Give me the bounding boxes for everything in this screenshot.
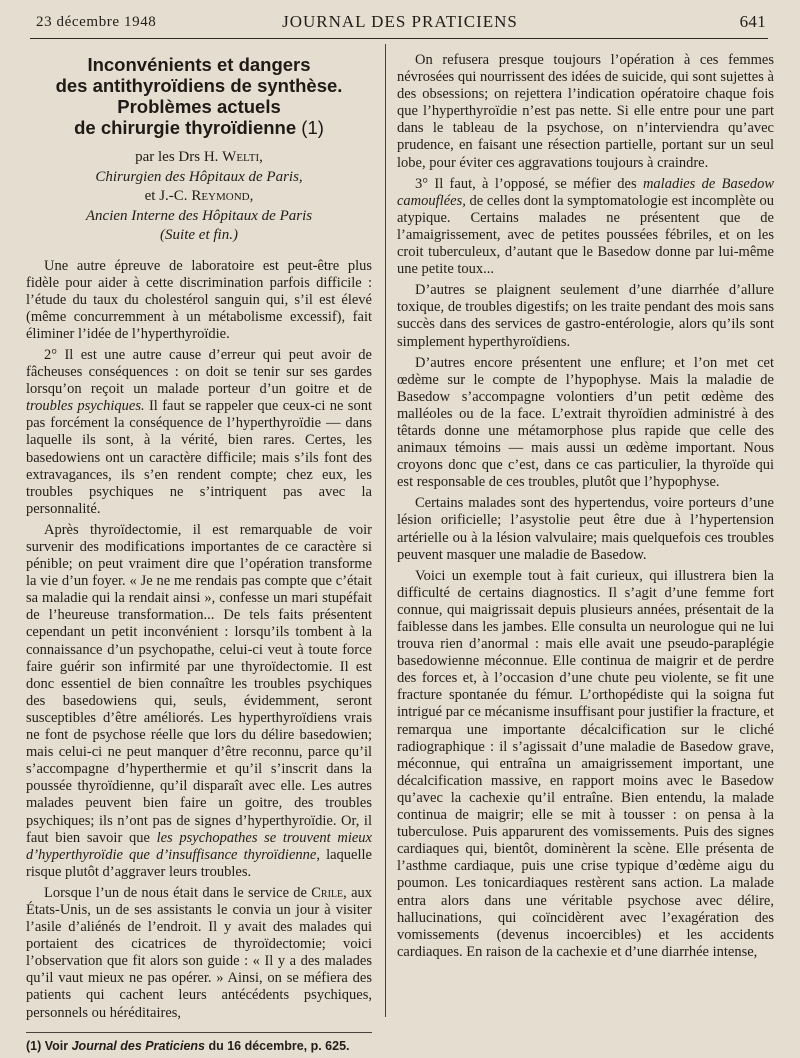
paragraph: Une autre épreuve de laboratoire est peut-être plus fidèle pour aider à cette discrimination parfois difficile : l’étude du taux du cholestérol sanguin qui, s’il est élevé (même concurremment à un métabolisme excessif), fait éliminer l’idée de l’hyperthyroïdie.	[26, 257, 372, 342]
column-divider	[385, 44, 386, 1017]
paragraph	[26, 347, 372, 518]
left-column	[26, 52, 372, 1058]
paragraph: D’autres se plaignent seulement d’une diarrhée d’allure toxique, de troubles digestifs; on les traite pendant des mois sans succès dans des services de gastro-entérologie, alors qu’ils sont simplement hyperthyroïdiens.	[397, 282, 774, 350]
byline	[26, 148, 372, 246]
running-head	[30, 10, 770, 36]
title-line: des antithyroïdiens de synthèse.	[55, 75, 343, 96]
paragraph-text: 2° Il est une autre cause d’erreur qui peut avoir de fâcheuses conséquences : on doit se tenir sur ses gardes lorsqu’on reçoit un malade porteur d’un goitre et de	[26, 346, 372, 398]
author-role: Chirurgien des Hôpitaux de Paris,	[95, 168, 303, 185]
paragraph-text: aux États-Unis, un de ses assistants le convia un jour à visiter l’asile d’aliénés de l’endroit. Il y avait des malades qui portaient des cicatrices de thyroïdectomie; voici l’observation que fit alors son guide : « Il y a des malades qu’il vaut mieux ne pas opérer. » Ainsi, on se méfiera des patients qui cachent leurs antécédents psychiques, personnels ou héréditaires,	[26, 884, 373, 1021]
paragraph-text: Lorsque l’un de nous était dans le service de	[44, 884, 312, 901]
footnote-journal: Journal des Praticiens	[71, 1038, 205, 1053]
paragraph: Voici un exemple tout à fait curieux, qui illustrera bien la difficulté de certains diagnostics. Il s’agit d’une femme fort connue, qui maigrissait depuis plusieurs années, présentait de la faiblesse dans les jambes. Elle consulta un neurologue qui ne lui trouva rien d’anormal : mais elle avait une pseudo-paraplégie basedowienne méconnue. Elle continua de maigrir et de perdre des forces et, à l’occasion d’une chute peu violente, se fit une fracture spontanée du fémur. L’orthopédiste qui la soigna fut intrigué par ce mécanisme insuffisant pour justifier la fracture, et remarqua une importante décalcification sur le cliché radiographique : il s’agissait d’une maladie de Basedow grave, méconnue, qui entraîna un amaigrissement important, une décalcification massive, en rapport moins avec le Basedow qu’avec la cachexie qu’il entraîne. Bien entendu, la malade continua de maigrir; elle se mit à tousser : on pensa à la tuberculose. Puis apparurent des vomissements. Puis des signes cardiaques qui, bientôt, dominèrent la scène. Elle présenta de l’asthme cardiaque, puis une crise typique d’œdème aigu du poumon. Les tonicardiaques restèrent sans action. La malade entra alors dans une véritable psychose avec délire, hallucinations, qui coïncidèrent avec l’exagération des vomissements (devenus incoercibles) et les accidents cardiaques. En raison de la cachexie et d’une diarrhée intense,	[397, 567, 774, 960]
paragraph-text: laquelle risque plutôt d’aggraver leurs troubles.	[26, 846, 372, 880]
paragraph: On refusera presque toujours l’opération à ces femmes névrosées qui nourrissent des idées de suicide, qui sont sujettes à des obsessions; on rejettera l’indication opératoire chaque fois que l’hyperthyroïdie n’est pas nette. Si elle entre pour une part dans le tableau de la psychose, on n’interviendra qu’avec prudence, en faisant une résection partielle, portant sur un seul lobe, pour éviter ces aggravations toujours à craindre.	[397, 52, 774, 171]
title-line	[26, 117, 372, 138]
footnote-text: du 16 décembre, p. 625.	[205, 1038, 350, 1053]
header-rule	[30, 38, 768, 39]
paragraph-text: de celles dont la symptomatologie est incomplète ou atypique. Certains malades ne présentent que de l’amaigrissement, avec de petites poussées fébriles, et on les croit tuberculeux, d’autant que le Basedow donne par lui-même une petite toux...	[397, 192, 774, 278]
title-line: Problèmes actuels	[117, 96, 281, 117]
page-number: 641	[739, 12, 766, 31]
surname: Crile,	[311, 884, 347, 901]
footnote-text: (1) Voir	[26, 1038, 72, 1053]
byline-prefix: par les Drs H.	[135, 149, 223, 165]
title-line-text: de chirurgie thyroïdienne	[74, 117, 297, 138]
article-title	[26, 54, 372, 138]
emphasis: maladies de Basedow camouflées,	[397, 175, 774, 209]
footnote-marker: (1)	[296, 117, 324, 138]
byline-line	[26, 148, 372, 168]
header-date: 23 décembre 1948	[36, 14, 157, 30]
paragraph	[397, 176, 774, 279]
byline-prefix: et J.-C.	[144, 188, 192, 204]
paragraph-text: Il faut se rappeler que ceux-ci ne sont pas forcément la conséquence de l’hyperthyroïdie — dans laquelle ils sont, à la vérité, bien rares. Certes, les basedowiens ont un caractère difficile; mais s’ils font des extravagances, ils s’en rendent compte; chez eux, les troubles psychiques ne s’intriquent pas avec la personnalité.	[26, 398, 372, 517]
right-column	[397, 52, 774, 965]
journal-name: JOURNAL DES PRATICIENS	[282, 12, 518, 31]
author-role: Ancien Interne des Hôpitaux de Paris	[85, 207, 313, 224]
paragraph: D’autres encore présentent une enflure; et l’on met cet œdème sur le compte de l’hypophyse. Mais la maladie de Basedow s’accompagne volontiers d’un petit œdème des malléoles ou de la face. L’extrait thyroïdien administré à des têtards donne une métamorphose plus rapide que celle des animaux témoins — mais aussi un œdème important. Nous croyons donc que c’est, dans ce cas particulier, la thyroïde qui est responsable de ces troubles, plutôt que l’hypophyse.	[397, 354, 774, 491]
emphasis: les psychopathes se trouvent mieux d’hyperthyroïdie que d’insuffisance thyroïdienne,	[26, 829, 372, 863]
title-line: Inconvénients et dangers	[87, 54, 311, 75]
paragraph-text: 3° Il faut, à l’opposé, se méfier des	[415, 175, 643, 192]
emphasis: troubles psychiques.	[26, 398, 145, 415]
byline-line	[26, 187, 372, 207]
paragraph	[26, 885, 372, 1022]
footnote-rule	[26, 1032, 372, 1033]
footnote	[26, 1039, 372, 1054]
continued-note: (Suite et fin.)	[160, 227, 238, 243]
author-name: Reymond,	[191, 188, 254, 204]
paragraph: Certains malades sont des hypertendus, voire porteurs d’une lésion orificielle; l’asystolie peut être due à l’hypertension artérielle ou à la lésion valvulaire; mais quelquefois ces troubles peuvent masquer une maladie de Basedow.	[397, 495, 774, 563]
paragraph-text: Après thyroïdectomie, il est remarquable de voir survenir des modifications importantes de ce caractère si pénible; on peut vraiment dire que l’opération transforme la vie d’un foyer. « Je ne me rendais pas compte que c’était sa maladie qui la rendait ainsi », confesse un mari stupéfait de l’heureuse transformation... De tels faits présentent cependant un petit inconvénient : lorsqu’ils tombent à la connaissance d’un psychopathe, celui-ci veut à toute force faire guérir son infirmité par une thyroïdectomie. Il est donc essentiel de bien connaître les troubles psychiques des basedowiens qui, seuls, évidemment, seront susceptibles d’être améliorés. Les hyperthyroïdiens vrais ne font de psychose réelle que lors du délire basedowien; mais celui-ci ne peut manquer d’être reconnu, parce qu’il s’accompagne d’hyperthermie et qu’il s’inscrit dans la poussée thyroïdienne, qu’il disparaît avec elle. Les autres malades peuvent bien faire un goitre, des troubles psychiques; ils n’ont pas de signes d’hyperthyroïdie. Or, il faut bien savoir que	[26, 521, 372, 846]
author-name: Welti,	[222, 149, 263, 165]
paragraph	[26, 522, 372, 881]
